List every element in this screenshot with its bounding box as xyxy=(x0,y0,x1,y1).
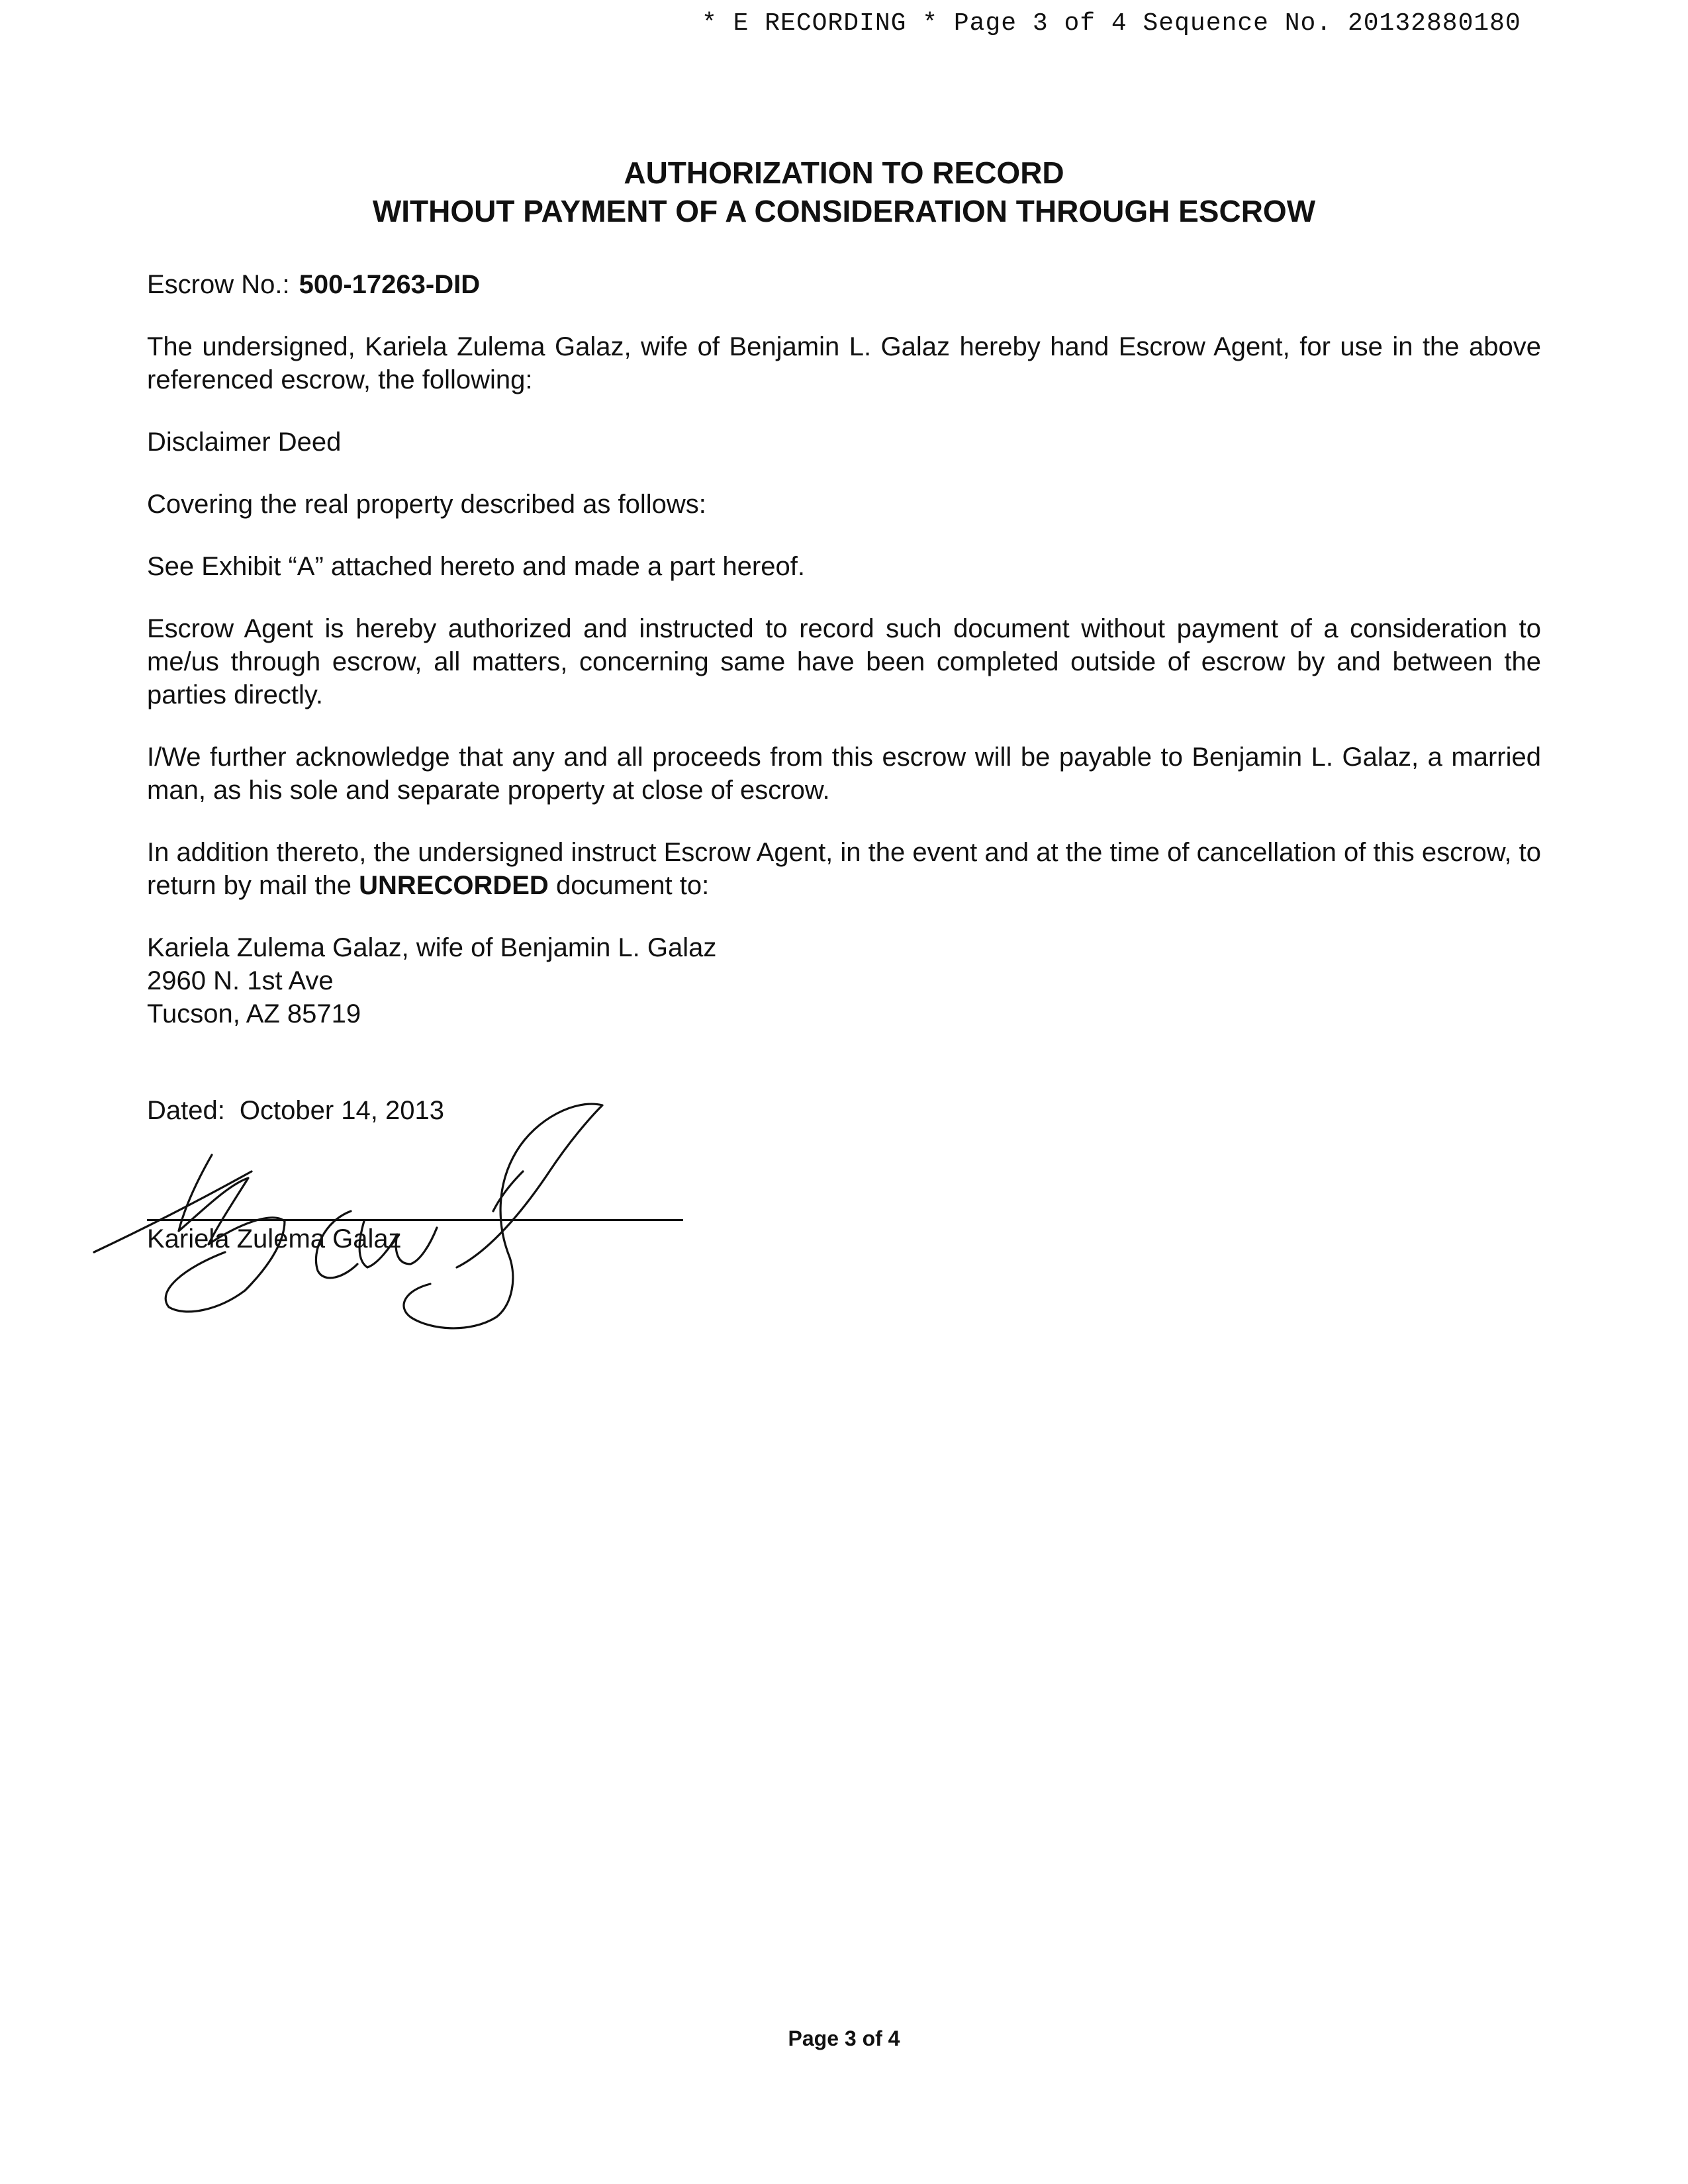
escrow-label: Escrow No.: xyxy=(147,270,290,299)
handwritten-signature xyxy=(86,1079,629,1330)
document-title xyxy=(0,154,1688,230)
recording-header: * E RECORDING * Page 3 of 4 Sequence No. 20132880180 xyxy=(702,9,1521,38)
return-address xyxy=(147,931,1541,1030)
signer-name: Kariela Zulema Galaz xyxy=(147,1224,402,1253)
escrow-number: 500-17263-DID xyxy=(299,270,481,299)
paragraph-exhibit: See Exhibit “A” attached hereto and made a part hereof. xyxy=(147,552,805,581)
cancellation-text-before: In addition thereto, the undersigned instruct Escrow Agent, in the event and at the time of cancellation of this escrow, to return by mail the xyxy=(147,838,1541,900)
address-line-1: Kariela Zulema Galaz, wife of Benjamin L. Galaz xyxy=(147,933,717,962)
paragraph-acknowledgement: I/We further acknowledge that any and all proceeds from this escrow will be payable to Benjamin L. Galaz, a married man, as his sole and separate property at close of escrow. xyxy=(147,743,1541,805)
title-line-2: WITHOUT PAYMENT OF A CONSIDERATION THROUGH ESCROW xyxy=(372,194,1316,228)
paragraph-covering: Covering the real property described as follows: xyxy=(147,490,706,519)
page-number-footer: Page 3 of 4 xyxy=(788,2026,900,2050)
title-line-1: AUTHORIZATION TO RECORD xyxy=(624,156,1064,190)
paragraph-undersigned: The undersigned, Kariela Zulema Galaz, wife of Benjamin L. Galaz hereby hand Escrow Agent, for use in the above referenced escrow, the following: xyxy=(147,332,1541,394)
paragraph-cancellation xyxy=(147,836,1541,902)
dated-value: October 14, 2013 xyxy=(239,1096,444,1125)
unrecorded-emphasis: UNRECORDED xyxy=(359,871,549,900)
cancellation-text-after: document to: xyxy=(548,871,710,900)
escrow-number-line xyxy=(147,268,1541,301)
address-line-3: Tucson, AZ 85719 xyxy=(147,999,361,1028)
address-line-2: 2960 N. 1st Ave xyxy=(147,966,334,995)
dated-label: Dated: xyxy=(147,1096,225,1125)
paragraph-document-type: Disclaimer Deed xyxy=(147,428,342,457)
paragraph-authorization: Escrow Agent is hereby authorized and instructed to record such document without payment of a consideration to me/us through escrow, all matters, concerning same have been completed outside of escrow by and between the parties directly. xyxy=(147,614,1541,709)
document-body xyxy=(147,268,1541,1060)
